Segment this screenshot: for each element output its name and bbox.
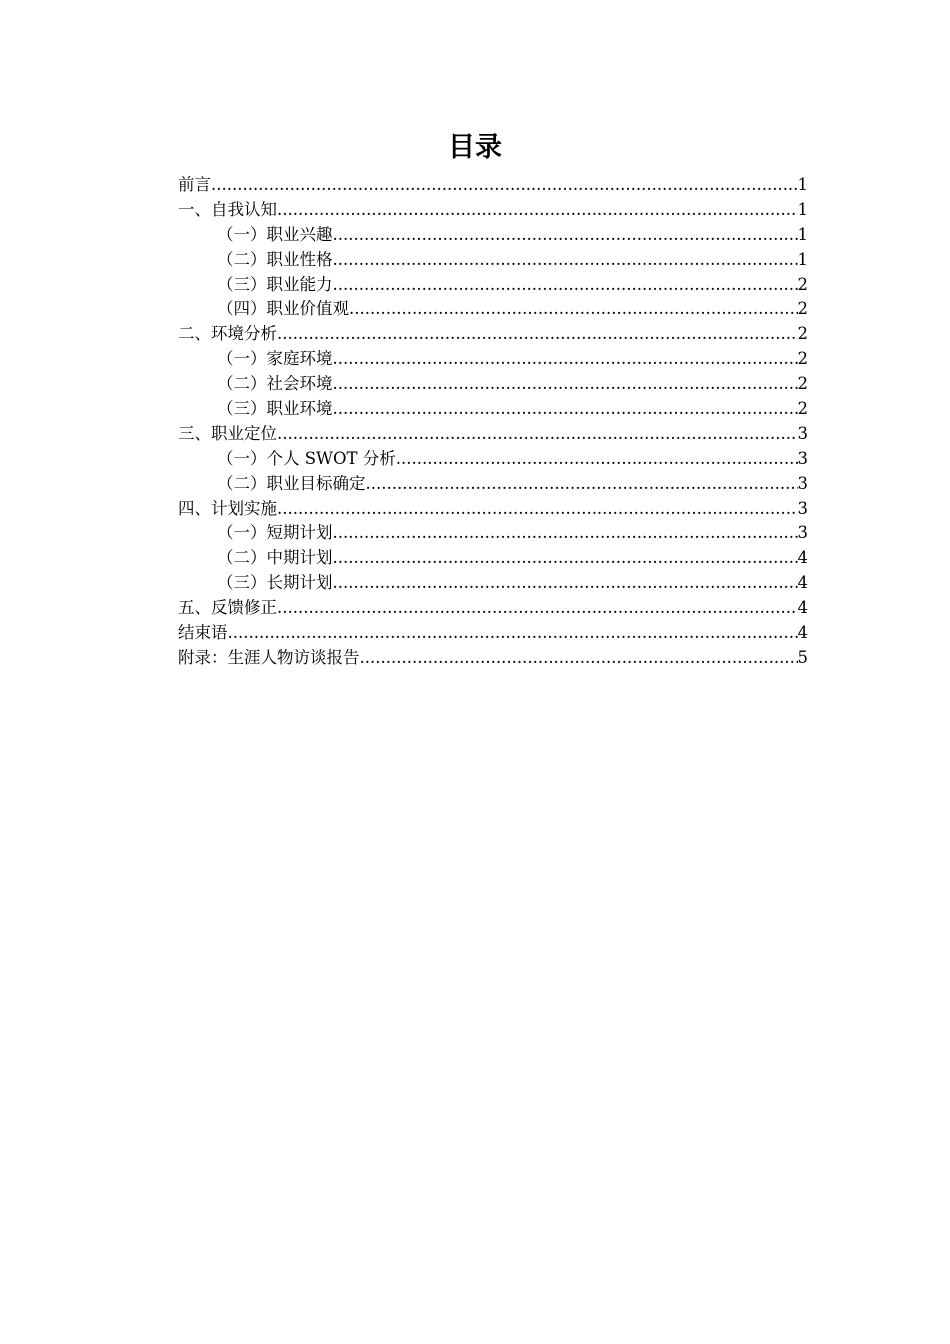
toc-entry-label: （二）社会环境 bbox=[217, 374, 333, 394]
toc-entry bbox=[178, 322, 808, 347]
toc-entry bbox=[178, 472, 808, 497]
toc-entry-label: （三）长期计划 bbox=[217, 573, 333, 593]
toc-entry-label: （二）职业目标确定 bbox=[217, 473, 366, 493]
toc-dot-leader bbox=[228, 621, 798, 646]
toc-dot-leader bbox=[333, 397, 798, 422]
toc-entry-label: （一）个人 SWOT 分析 bbox=[217, 448, 396, 468]
toc-entry-page: 3 bbox=[797, 473, 808, 493]
toc-dot-leader bbox=[333, 372, 798, 397]
toc-dot-leader bbox=[277, 497, 798, 522]
toc-entry bbox=[178, 546, 808, 571]
toc-entry-label: 四、计划实施 bbox=[178, 498, 277, 518]
toc-entry-page: 4 bbox=[797, 623, 808, 643]
toc-entry-label: （二）职业性格 bbox=[217, 249, 333, 269]
toc-entry-page: 3 bbox=[797, 423, 808, 443]
toc-entry bbox=[178, 422, 808, 447]
toc-entry-label: 结束语 bbox=[178, 623, 228, 643]
toc-entry bbox=[178, 248, 808, 273]
toc-entry-page: 1 bbox=[797, 175, 808, 194]
toc-entry-page: 1 bbox=[797, 224, 808, 244]
toc-entry bbox=[178, 497, 808, 522]
toc-entry-label: 五、反馈修正 bbox=[178, 598, 277, 618]
toc-dot-leader bbox=[277, 198, 798, 223]
toc-entry-label: （三）职业能力 bbox=[217, 274, 333, 294]
toc-entry bbox=[178, 397, 808, 422]
toc-dot-leader bbox=[333, 223, 798, 248]
toc-entry-page: 2 bbox=[797, 299, 808, 319]
toc-dot-leader bbox=[211, 173, 798, 198]
toc-entry-page: 4 bbox=[797, 598, 808, 618]
toc-entry bbox=[178, 621, 808, 646]
toc-entry-page: 1 bbox=[797, 199, 808, 219]
toc-entry bbox=[178, 173, 808, 198]
toc-entry bbox=[178, 521, 808, 546]
toc-entry-page: 5 bbox=[797, 647, 808, 667]
toc-dot-leader bbox=[366, 472, 798, 497]
toc-dot-leader bbox=[277, 596, 798, 621]
toc-entry-label: （四）职业价值观 bbox=[217, 299, 349, 319]
toc-entry-page: 3 bbox=[797, 498, 808, 518]
toc-entry-label: 二、环境分析 bbox=[178, 324, 277, 344]
toc-entry-page: 4 bbox=[797, 548, 808, 568]
toc-entry bbox=[178, 198, 808, 223]
toc-dot-leader bbox=[277, 422, 798, 447]
toc-dot-leader bbox=[333, 248, 798, 273]
toc-entry-page: 2 bbox=[797, 374, 808, 394]
toc-entry-page: 1 bbox=[797, 249, 808, 269]
toc-entry bbox=[178, 223, 808, 248]
toc-entry-page: 2 bbox=[797, 274, 808, 294]
toc-entry-page: 3 bbox=[797, 523, 808, 543]
toc-entry-label: （一）短期计划 bbox=[217, 523, 333, 543]
toc-entry bbox=[178, 372, 808, 397]
toc-dot-leader bbox=[333, 347, 798, 372]
toc-dot-leader bbox=[396, 447, 798, 472]
toc-entry-label: 前言 bbox=[178, 175, 211, 194]
toc-entry-label: 一、自我认知 bbox=[178, 199, 277, 219]
toc-entry-page: 2 bbox=[797, 399, 808, 419]
toc-dot-leader bbox=[333, 521, 798, 546]
toc-entry bbox=[178, 347, 808, 372]
toc-entry-label: （二）中期计划 bbox=[217, 548, 333, 568]
toc-dot-leader bbox=[360, 646, 798, 671]
toc-dot-leader bbox=[277, 322, 798, 347]
toc-title: 目录 bbox=[448, 132, 502, 163]
toc-entry-page: 2 bbox=[797, 349, 808, 369]
toc-entry-label: （一）家庭环境 bbox=[217, 349, 333, 369]
toc-entry-page: 4 bbox=[797, 573, 808, 593]
toc-entry bbox=[178, 273, 808, 298]
toc-entry bbox=[178, 596, 808, 621]
toc-entry bbox=[178, 297, 808, 322]
toc-entry bbox=[178, 646, 808, 671]
toc-entry-page: 2 bbox=[797, 324, 808, 344]
toc-entry bbox=[178, 447, 808, 472]
toc-dot-leader bbox=[333, 546, 798, 571]
toc-dot-leader bbox=[349, 297, 798, 322]
toc-entry-page: 3 bbox=[797, 448, 808, 468]
toc-entry-label: 三、职业定位 bbox=[178, 423, 277, 443]
toc-entry bbox=[178, 571, 808, 596]
toc-entry-label: （三）职业环境 bbox=[217, 399, 333, 419]
toc-dot-leader bbox=[333, 571, 798, 596]
toc-list bbox=[178, 173, 808, 671]
toc-entry-label: （一）职业兴趣 bbox=[217, 224, 333, 244]
toc-entry-label: 附录：生涯人物访谈报告 bbox=[178, 647, 360, 667]
toc-dot-leader bbox=[333, 273, 798, 298]
